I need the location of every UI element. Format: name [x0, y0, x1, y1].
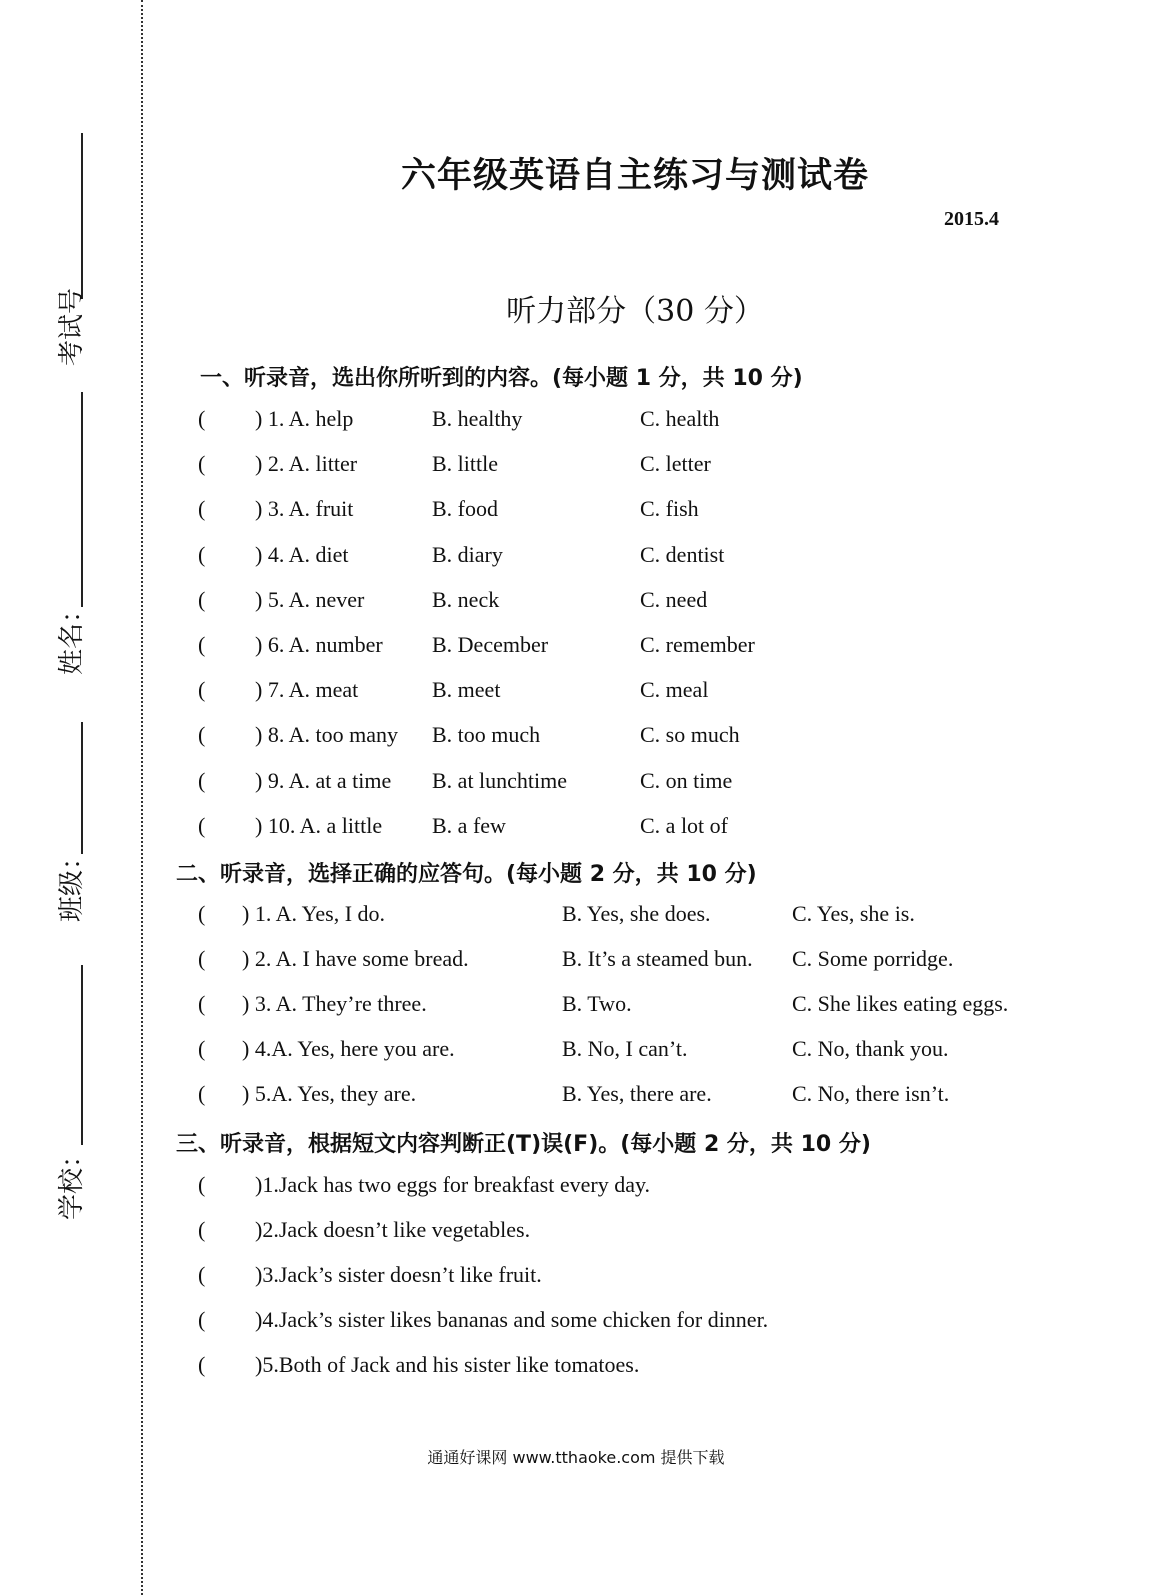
option-a: ) 10. A. a little — [255, 812, 383, 838]
statement-text: )2.Jack doesn’t like vegetables. — [255, 1217, 531, 1242]
part1-heading: 一、听录音，选出你所听到的内容。(每小题 1 分，共 10 分) — [200, 366, 803, 391]
option-c: C. so much — [640, 722, 740, 748]
option-c: C. Yes, she is. — [792, 901, 915, 926]
question-row — [0, 677, 1152, 707]
option-b: B. little — [432, 451, 498, 477]
question-row — [0, 991, 1152, 1021]
option-b: B. Yes, she does. — [562, 901, 711, 926]
option-b: B. diary — [432, 541, 503, 567]
answer-paren: ( — [198, 722, 206, 748]
answer-paren: ( — [198, 1352, 206, 1377]
name-label: 姓名： — [57, 596, 87, 675]
option-c: C. letter — [640, 451, 711, 477]
option-b: B. December — [432, 632, 549, 657]
part2-heading: 二、听录音，选择正确的应答句。(每小题 2 分，共 10 分) — [176, 862, 757, 887]
answer-paren: ( — [198, 1081, 206, 1106]
question-row — [0, 1036, 1152, 1066]
part3-heading: 三、听录音，根据短文内容判断正(T)误(F)。(每小题 2 分，共 10 分) — [176, 1132, 871, 1157]
option-c: C. remember — [640, 632, 755, 657]
question-row — [0, 1081, 1152, 1111]
option-b: B. Two. — [562, 991, 632, 1016]
option-c: C. a lot of — [640, 812, 728, 838]
answer-paren: ( — [198, 451, 206, 477]
option-b: B. food — [432, 496, 498, 522]
question-row — [0, 632, 1152, 662]
exam-date: 2015.4 — [944, 208, 999, 230]
question-row — [0, 946, 1152, 976]
question-row — [0, 587, 1152, 617]
statement-text: )1.Jack has two eggs for breakfast every day. — [255, 1172, 651, 1197]
option-b: B. meet — [432, 677, 501, 703]
answer-paren: ( — [198, 541, 206, 567]
option-a: ) 3. A. fruit — [255, 496, 354, 522]
answer-paren: ( — [198, 677, 206, 703]
question-row — [0, 1217, 1152, 1247]
option-c: C. She likes eating eggs. — [792, 991, 1009, 1016]
statement-text: )5.Both of Jack and his sister like tomatoes. — [255, 1352, 640, 1377]
statement-text: )3.Jack’s sister doesn’t like fruit. — [255, 1262, 542, 1287]
option-c: C. fish — [640, 496, 699, 522]
answer-paren: ( — [198, 1262, 206, 1287]
option-b: B. at lunchtime — [432, 767, 568, 793]
answer-paren: ( — [198, 1217, 206, 1242]
answer-paren: ( — [198, 632, 206, 657]
answer-paren: ( — [198, 1172, 206, 1197]
question-row — [0, 722, 1152, 752]
answer-paren: ( — [198, 586, 206, 612]
answer-paren: ( — [198, 496, 206, 522]
option-c: C. need — [640, 586, 708, 612]
question-row — [0, 1172, 1152, 1202]
question-row — [0, 406, 1152, 436]
option-a: ) 5.A. Yes, they are. — [242, 1081, 417, 1106]
option-c: C. Some porridge. — [792, 946, 954, 971]
exam-no-label: 考试号 — [57, 287, 87, 366]
answer-paren: ( — [198, 406, 206, 431]
option-a: ) 2. A. litter — [255, 451, 358, 477]
option-b: B. neck — [432, 586, 500, 612]
answer-paren: ( — [198, 812, 206, 838]
question-row — [0, 813, 1152, 843]
question-row — [0, 1352, 1152, 1382]
answer-paren: ( — [198, 901, 206, 926]
option-b: B. It’s a steamed bun. — [562, 946, 753, 971]
option-a: ) 9. A. at a time — [255, 767, 392, 793]
option-b: B. healthy — [432, 406, 523, 431]
option-a: ) 3. A. They’re three. — [242, 991, 427, 1016]
question-row — [0, 1262, 1152, 1292]
class-label: 班级： — [57, 843, 87, 922]
listening-section-title: 听力部分（30 分） — [506, 294, 764, 329]
answer-paren: ( — [198, 991, 206, 1016]
option-a: ) 1. A. help — [255, 406, 354, 431]
option-b: B. a few — [432, 812, 506, 838]
answer-paren: ( — [198, 767, 206, 793]
option-c: C. dentist — [640, 541, 725, 567]
statement-text: )4.Jack’s sister likes bananas and some chicken for dinner. — [255, 1307, 769, 1332]
option-c: C. on time — [640, 767, 733, 793]
option-c: C. meal — [640, 677, 709, 703]
option-a: ) 6. A. number — [255, 632, 383, 657]
option-c: C. No, there isn’t. — [792, 1081, 950, 1106]
footer-source: 通通好课网 www.tthaoke.com 提供下载 — [427, 1448, 725, 1467]
exam-title: 六年级英语自主练习与测试卷 — [400, 156, 869, 196]
option-a: ) 4.A. Yes, here you are. — [242, 1036, 455, 1061]
option-c: C. health — [640, 406, 720, 431]
option-a: ) 8. A. too many — [255, 722, 398, 748]
question-row — [0, 542, 1152, 572]
option-a: ) 4. A. diet — [255, 541, 349, 567]
option-b: B. too much — [432, 722, 541, 748]
answer-paren: ( — [198, 946, 206, 971]
option-a: ) 1. A. Yes, I do. — [242, 901, 386, 926]
question-row — [0, 496, 1152, 526]
answer-paren: ( — [198, 1036, 206, 1061]
option-a: ) 7. A. meat — [255, 677, 359, 703]
option-b: B. No, I can’t. — [562, 1036, 688, 1061]
question-row — [0, 768, 1152, 798]
option-b: B. Yes, there are. — [562, 1081, 712, 1106]
question-row — [0, 1307, 1152, 1337]
option-a: ) 2. A. I have some bread. — [242, 946, 469, 971]
exam-no-line — [81, 133, 83, 299]
question-row — [0, 451, 1152, 481]
answer-paren: ( — [198, 1307, 206, 1332]
question-row — [0, 901, 1152, 931]
option-a: ) 5. A. never — [255, 586, 365, 612]
school-label: 学校： — [57, 1141, 87, 1220]
option-c: C. No, thank you. — [792, 1036, 949, 1061]
